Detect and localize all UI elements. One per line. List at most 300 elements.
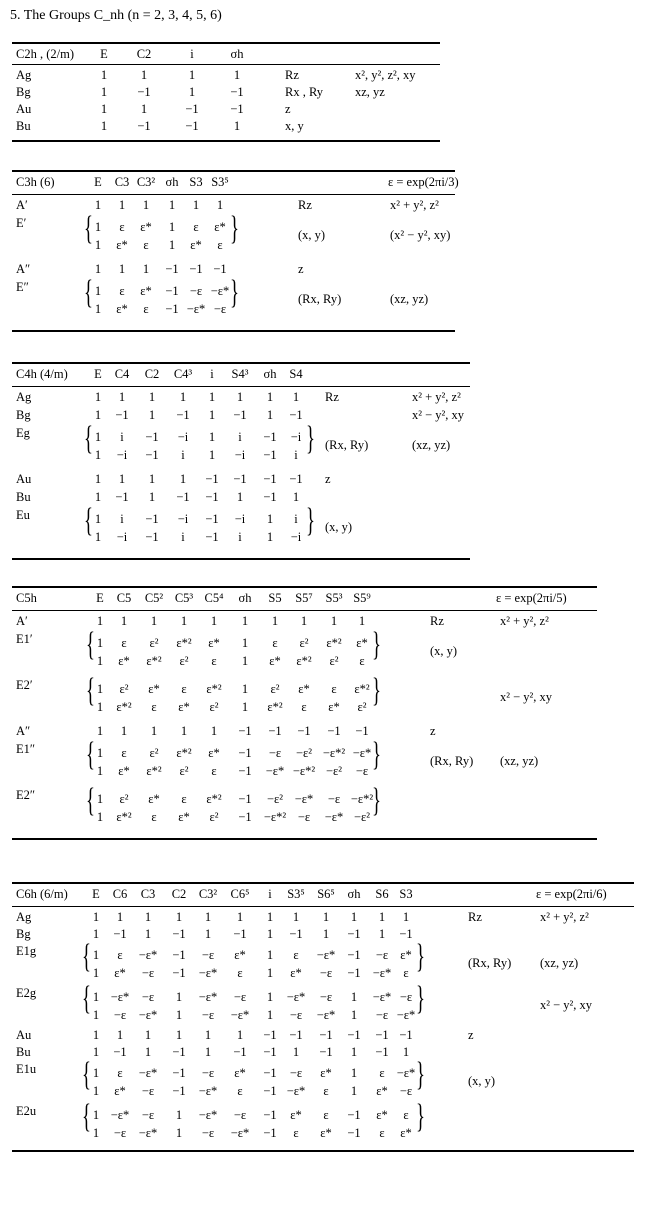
character-value: 1 — [150, 614, 158, 628]
character-value: −i — [177, 430, 189, 444]
character-value: −1 — [165, 302, 179, 316]
character-value: −1 — [347, 927, 361, 941]
character-value: −1 — [319, 1028, 333, 1042]
character-value: ε* — [118, 764, 130, 778]
character-value: 1 — [92, 990, 100, 1004]
character-value: 1 — [292, 490, 300, 504]
character-value: 1 — [92, 948, 100, 962]
character-value: 1 — [350, 1084, 358, 1098]
character-value: ε² — [119, 682, 129, 696]
linear-function: (Rx, Ry) — [468, 956, 512, 970]
character-value: 1 — [210, 614, 218, 628]
character-value: 1 — [100, 102, 108, 116]
irrep-label: Bg — [16, 927, 31, 941]
character-value: 1 — [350, 1045, 358, 1059]
character-value: −1 — [172, 948, 186, 962]
character-value: 1 — [236, 490, 244, 504]
linear-function: (Rx, Ry) — [325, 438, 369, 452]
quadratic-function: (xz, yz) — [540, 956, 579, 970]
brace-left-icon: { — [86, 672, 95, 709]
brace-left-icon: { — [84, 274, 93, 311]
irrep-label: Bg — [16, 408, 31, 422]
character-value: −ε² — [353, 810, 371, 824]
character-value: ε² — [357, 700, 367, 714]
character-value: −i — [234, 512, 246, 526]
c6h-group-label: C6h (6/m) — [16, 887, 68, 901]
character-value: ε* — [376, 1108, 388, 1122]
quadratic-function: xz, yz — [355, 85, 385, 99]
c3h-group-label: C3h (6) — [16, 175, 55, 189]
irrep-label: Bg — [16, 85, 31, 99]
character-value: −1 — [145, 512, 159, 526]
character-value: −ε* — [316, 1008, 336, 1022]
brace-right-icon: } — [306, 420, 315, 457]
character-value: −ε² — [295, 746, 313, 760]
character-value: 1 — [175, 990, 183, 1004]
character-value: −1 — [172, 1045, 186, 1059]
character-value: 1 — [94, 284, 102, 298]
character-value: 1 — [168, 238, 176, 252]
irrep-label: E″ — [16, 280, 29, 294]
irrep-label: Au — [16, 472, 32, 486]
quadratic-function: x² + y², z² — [412, 390, 461, 404]
brace-right-icon: } — [372, 782, 381, 819]
character-value: −ε* — [294, 792, 314, 806]
character-value: 1 — [300, 614, 308, 628]
brace-right-icon: } — [372, 626, 381, 663]
character-value: ε* — [356, 636, 368, 650]
character-value: ε* — [320, 1126, 332, 1140]
character-value: 1 — [148, 390, 156, 404]
brace-right-icon: } — [372, 672, 381, 709]
c4h-group-label: C4h (4/m) — [16, 367, 68, 381]
brace-left-icon: { — [82, 1098, 91, 1135]
character-value: −ε — [141, 990, 155, 1004]
character-value: ε — [331, 682, 337, 696]
character-value: 1 — [175, 1126, 183, 1140]
operation-header: C2 — [136, 47, 152, 61]
character-value: i — [238, 430, 242, 444]
character-value: 1 — [140, 68, 148, 82]
character-value: −1 — [289, 472, 303, 486]
irrep-label: Ag — [16, 68, 32, 82]
character-value: ε* — [148, 682, 160, 696]
character-value: ε*² — [146, 654, 162, 668]
character-value: −ε — [375, 948, 389, 962]
character-value: 1 — [350, 1008, 358, 1022]
operation-header: σh — [347, 887, 361, 901]
character-value: 1 — [92, 1108, 100, 1122]
operation-header: S3 — [399, 887, 413, 901]
operation-header: i — [190, 47, 194, 61]
character-value: 1 — [358, 614, 366, 628]
character-value: −ε* — [286, 1084, 306, 1098]
character-value: ε* — [190, 238, 202, 252]
character-value: −ε — [233, 1108, 247, 1122]
character-value: −1 — [263, 1028, 277, 1042]
character-value: −1 — [289, 927, 303, 941]
character-value: −i — [234, 448, 246, 462]
character-value: −ε* — [138, 1066, 158, 1080]
character-value: 1 — [116, 1028, 124, 1042]
character-value: 1 — [192, 198, 200, 212]
character-value: ε — [193, 220, 199, 234]
character-value: 1 — [204, 927, 212, 941]
character-value: −ε* — [198, 990, 218, 1004]
character-value: −1 — [172, 927, 186, 941]
character-value: −1 — [238, 810, 252, 824]
character-value: ε* — [290, 966, 302, 980]
character-value: −1 — [205, 472, 219, 486]
table-rule — [12, 330, 455, 332]
character-value: ε — [323, 1084, 329, 1098]
brace-left-icon: { — [86, 626, 95, 663]
table-rule — [12, 42, 440, 44]
character-value: 1 — [208, 430, 216, 444]
operation-header: σh — [263, 367, 277, 381]
c5h-group-label: C5h — [16, 591, 37, 605]
quadratic-function: x² + y², z² — [500, 614, 549, 628]
operation-header: i — [210, 367, 214, 381]
character-value: −ε — [319, 966, 333, 980]
character-value: ε — [121, 746, 127, 760]
character-value: ε² — [329, 654, 339, 668]
character-value: ε² — [119, 792, 129, 806]
operation-header: E — [94, 175, 102, 189]
character-value: 1 — [266, 512, 274, 526]
character-value: ε — [119, 220, 125, 234]
character-value: −1 — [113, 1045, 127, 1059]
irrep-label: Au — [16, 1028, 32, 1042]
operation-header: S3⁵ — [211, 175, 229, 189]
character-value: −ε*² — [322, 746, 346, 760]
character-value: −1 — [263, 490, 277, 504]
definition-note: ε = exp(2πi/6) — [536, 887, 607, 901]
character-value: −1 — [137, 119, 151, 133]
character-value: 1 — [266, 927, 274, 941]
character-value: 1 — [148, 490, 156, 504]
character-value: 1 — [292, 1045, 300, 1059]
table-rule — [12, 1150, 634, 1152]
brace-right-icon: } — [416, 1098, 425, 1135]
character-value: −1 — [263, 1066, 277, 1080]
character-value: 1 — [241, 700, 249, 714]
character-value: 1 — [94, 302, 102, 316]
character-value: 1 — [140, 102, 148, 116]
character-value: i — [294, 448, 298, 462]
character-value: −ε*² — [263, 810, 287, 824]
character-value: 1 — [236, 1028, 244, 1042]
operation-header: S5 — [268, 591, 282, 605]
character-value: 1 — [266, 966, 274, 980]
character-value: −1 — [172, 1066, 186, 1080]
character-value: 1 — [241, 682, 249, 696]
character-value: −1 — [230, 102, 244, 116]
character-value: 1 — [148, 472, 156, 486]
character-value: ε* — [208, 636, 220, 650]
character-value: ε — [237, 1084, 243, 1098]
quadratic-function: x² + y², z² — [540, 910, 589, 924]
character-value: ε² — [209, 810, 219, 824]
character-value: ε*² — [146, 764, 162, 778]
operation-header: S6 — [375, 887, 389, 901]
operation-header: C5 — [116, 591, 132, 605]
character-value: −1 — [355, 724, 369, 738]
character-value: −1 — [233, 408, 247, 422]
operation-header: σh — [165, 175, 179, 189]
character-value: ε — [293, 1126, 299, 1140]
character-value: −1 — [115, 490, 129, 504]
character-value: −1 — [172, 1084, 186, 1098]
character-value: 1 — [266, 910, 274, 924]
character-value: −ε — [399, 990, 413, 1004]
operation-header: C5² — [144, 591, 164, 605]
character-value: i — [181, 448, 185, 462]
operation-header: C3² — [198, 887, 218, 901]
quadratic-function: (xz, yz) — [500, 754, 539, 768]
character-value: 1 — [204, 1028, 212, 1042]
character-value: 1 — [94, 430, 102, 444]
character-value: −i — [290, 530, 302, 544]
character-value: 1 — [233, 68, 241, 82]
quadratic-function: (xz, yz) — [390, 292, 429, 306]
linear-function: (x, y) — [298, 228, 326, 242]
linear-function: z — [285, 102, 291, 116]
character-value: −ε* — [230, 1008, 250, 1022]
character-value: −ε* — [265, 764, 285, 778]
character-value: ε* — [400, 1126, 412, 1140]
brace-left-icon: { — [84, 502, 93, 539]
character-value: −1 — [238, 792, 252, 806]
irrep-label: Bu — [16, 119, 31, 133]
operation-header: C5³ — [174, 591, 194, 605]
character-value: ε* — [208, 746, 220, 760]
character-value: ε² — [270, 682, 280, 696]
character-value: 1 — [271, 614, 279, 628]
character-value: −1 — [347, 948, 361, 962]
character-value: −ε — [233, 990, 247, 1004]
character-value: 1 — [350, 1066, 358, 1080]
character-value: 1 — [179, 390, 187, 404]
definition-note: ε = exp(2πi/3) — [388, 175, 459, 189]
character-value: ε — [211, 654, 217, 668]
character-value: 1 — [96, 682, 104, 696]
linear-function: (x, y) — [430, 644, 458, 658]
character-value: 1 — [94, 198, 102, 212]
character-value: 1 — [208, 408, 216, 422]
character-value: −1 — [347, 1126, 361, 1140]
brace-right-icon: } — [416, 1056, 425, 1093]
character-value: 1 — [100, 119, 108, 133]
character-value: −1 — [238, 764, 252, 778]
irrep-label: Au — [16, 102, 32, 116]
irrep-label: E1u — [16, 1062, 37, 1076]
character-value: 1 — [210, 724, 218, 738]
operation-header: E — [96, 591, 104, 605]
character-value: −ε — [355, 764, 369, 778]
character-value: −ε* — [210, 284, 230, 298]
character-value: ε*² — [296, 654, 312, 668]
character-value: 1 — [168, 198, 176, 212]
operation-header: S5³ — [325, 591, 343, 605]
table-rule — [12, 906, 634, 907]
character-value: ε*² — [354, 682, 370, 696]
character-value: ε* — [140, 284, 152, 298]
character-value: −1 — [185, 119, 199, 133]
character-value: −ε — [289, 1066, 303, 1080]
operation-header: S6⁵ — [317, 887, 335, 901]
character-value: −ε* — [372, 966, 392, 980]
character-value: ε* — [114, 1084, 126, 1098]
character-value: −1 — [263, 430, 277, 444]
brace-left-icon: { — [82, 1056, 91, 1093]
character-value: ε — [217, 238, 223, 252]
character-value: 1 — [96, 654, 104, 668]
character-value: ε — [151, 810, 157, 824]
character-value: −ε — [189, 284, 203, 298]
irrep-label: Bu — [16, 490, 31, 504]
operation-header: C2 — [171, 887, 187, 901]
operation-header: C4³ — [173, 367, 193, 381]
character-value: ε — [151, 700, 157, 714]
character-value: −1 — [327, 724, 341, 738]
quadratic-function: (xz, yz) — [412, 438, 451, 452]
character-value: −1 — [145, 448, 159, 462]
linear-function: (x, y) — [468, 1074, 496, 1088]
character-value: −1 — [145, 530, 159, 544]
operation-header: C5⁴ — [204, 591, 224, 605]
character-value: 1 — [233, 119, 241, 133]
character-value: −1 — [399, 1028, 413, 1042]
linear-function: Rz — [325, 390, 339, 404]
character-value: −ε — [141, 1108, 155, 1122]
character-value: ε — [181, 792, 187, 806]
linear-function: z — [298, 262, 304, 276]
brace-right-icon: } — [416, 980, 425, 1017]
character-value: −ε — [141, 966, 155, 980]
character-value: ε* — [234, 1066, 246, 1080]
character-value: 1 — [208, 448, 216, 462]
character-value: ε — [143, 238, 149, 252]
character-value: 1 — [142, 198, 150, 212]
character-value: ε — [323, 1108, 329, 1122]
character-value: 1 — [92, 1126, 100, 1140]
character-value: −i — [177, 512, 189, 526]
character-value: −1 — [263, 472, 277, 486]
character-value: 1 — [241, 614, 249, 628]
character-value: −1 — [115, 408, 129, 422]
linear-function: Rz — [298, 198, 312, 212]
brace-left-icon: { — [82, 938, 91, 975]
character-value: 1 — [144, 1028, 152, 1042]
table-rule — [12, 386, 470, 387]
irrep-label: E1g — [16, 944, 37, 958]
linear-function: z — [468, 1028, 474, 1042]
irrep-label: Ag — [16, 910, 32, 924]
page-title: 5. The Groups C_nh (n = 2, 3, 4, 5, 6) — [10, 8, 222, 23]
character-value: −1 — [289, 1028, 303, 1042]
irrep-label: A′ — [16, 198, 28, 212]
character-value: ε — [293, 948, 299, 962]
character-value: −ε* — [396, 1066, 416, 1080]
character-value: −1 — [319, 1045, 333, 1059]
operation-header: E — [94, 367, 102, 381]
character-value: ε — [119, 284, 125, 298]
character-value: −1 — [145, 430, 159, 444]
character-value: 1 — [92, 1084, 100, 1098]
character-value: 1 — [96, 746, 104, 760]
character-value: −1 — [172, 966, 186, 980]
character-value: −1 — [113, 927, 127, 941]
character-value: −1 — [399, 927, 413, 941]
character-value: −ε — [289, 1008, 303, 1022]
character-value: −ε — [113, 1126, 127, 1140]
character-value: 1 — [350, 910, 358, 924]
character-value: i — [181, 530, 185, 544]
character-value: 1 — [266, 990, 274, 1004]
brace-right-icon: } — [416, 938, 425, 975]
character-value: −ε* — [396, 1008, 416, 1022]
linear-function: Rx , Ry — [285, 85, 324, 99]
character-value: ε*² — [116, 810, 132, 824]
character-value: −ε* — [186, 302, 206, 316]
operation-header: S4³ — [231, 367, 249, 381]
character-value: −1 — [233, 472, 247, 486]
irrep-label: E2′ — [16, 678, 33, 692]
character-value: −ε — [268, 746, 282, 760]
character-value: −1 — [137, 85, 151, 99]
character-value: 1 — [118, 390, 126, 404]
irrep-label: E1″ — [16, 742, 36, 756]
character-value: ε* — [328, 700, 340, 714]
operation-header: i — [268, 887, 272, 901]
table-rule — [12, 838, 597, 840]
character-value: −1 — [263, 1084, 277, 1098]
character-value: ε* — [290, 1108, 302, 1122]
character-value: 1 — [204, 910, 212, 924]
linear-function: Rz — [468, 910, 482, 924]
character-value: 1 — [266, 1008, 274, 1022]
character-value: −1 — [205, 530, 219, 544]
irrep-label: E2″ — [16, 788, 36, 802]
brace-left-icon: { — [82, 980, 91, 1017]
table-rule — [12, 882, 634, 884]
character-value: 1 — [241, 654, 249, 668]
irrep-label: E′ — [16, 216, 27, 230]
character-value: 1 — [118, 198, 126, 212]
character-value: ε* — [298, 682, 310, 696]
operation-header: S5⁹ — [353, 591, 371, 605]
operation-header: S3 — [189, 175, 203, 189]
operation-header: C6⁵ — [230, 887, 250, 901]
character-value: −ε — [327, 792, 341, 806]
character-value: 1 — [94, 530, 102, 544]
operation-header: σh — [230, 47, 244, 61]
c2h-group-label: C2h , (2/m) — [16, 47, 74, 61]
character-value: ε — [301, 700, 307, 714]
irrep-label: Bu — [16, 1045, 31, 1059]
character-value: −1 — [176, 490, 190, 504]
linear-function: x, y — [285, 119, 304, 133]
character-value: −1 — [263, 1045, 277, 1059]
character-value: −ε* — [324, 810, 344, 824]
character-value: 1 — [144, 927, 152, 941]
character-value: −1 — [268, 724, 282, 738]
character-value: 1 — [188, 85, 196, 99]
character-value: −ε* — [230, 1126, 250, 1140]
character-value: 1 — [378, 927, 386, 941]
character-value: 1 — [188, 68, 196, 82]
